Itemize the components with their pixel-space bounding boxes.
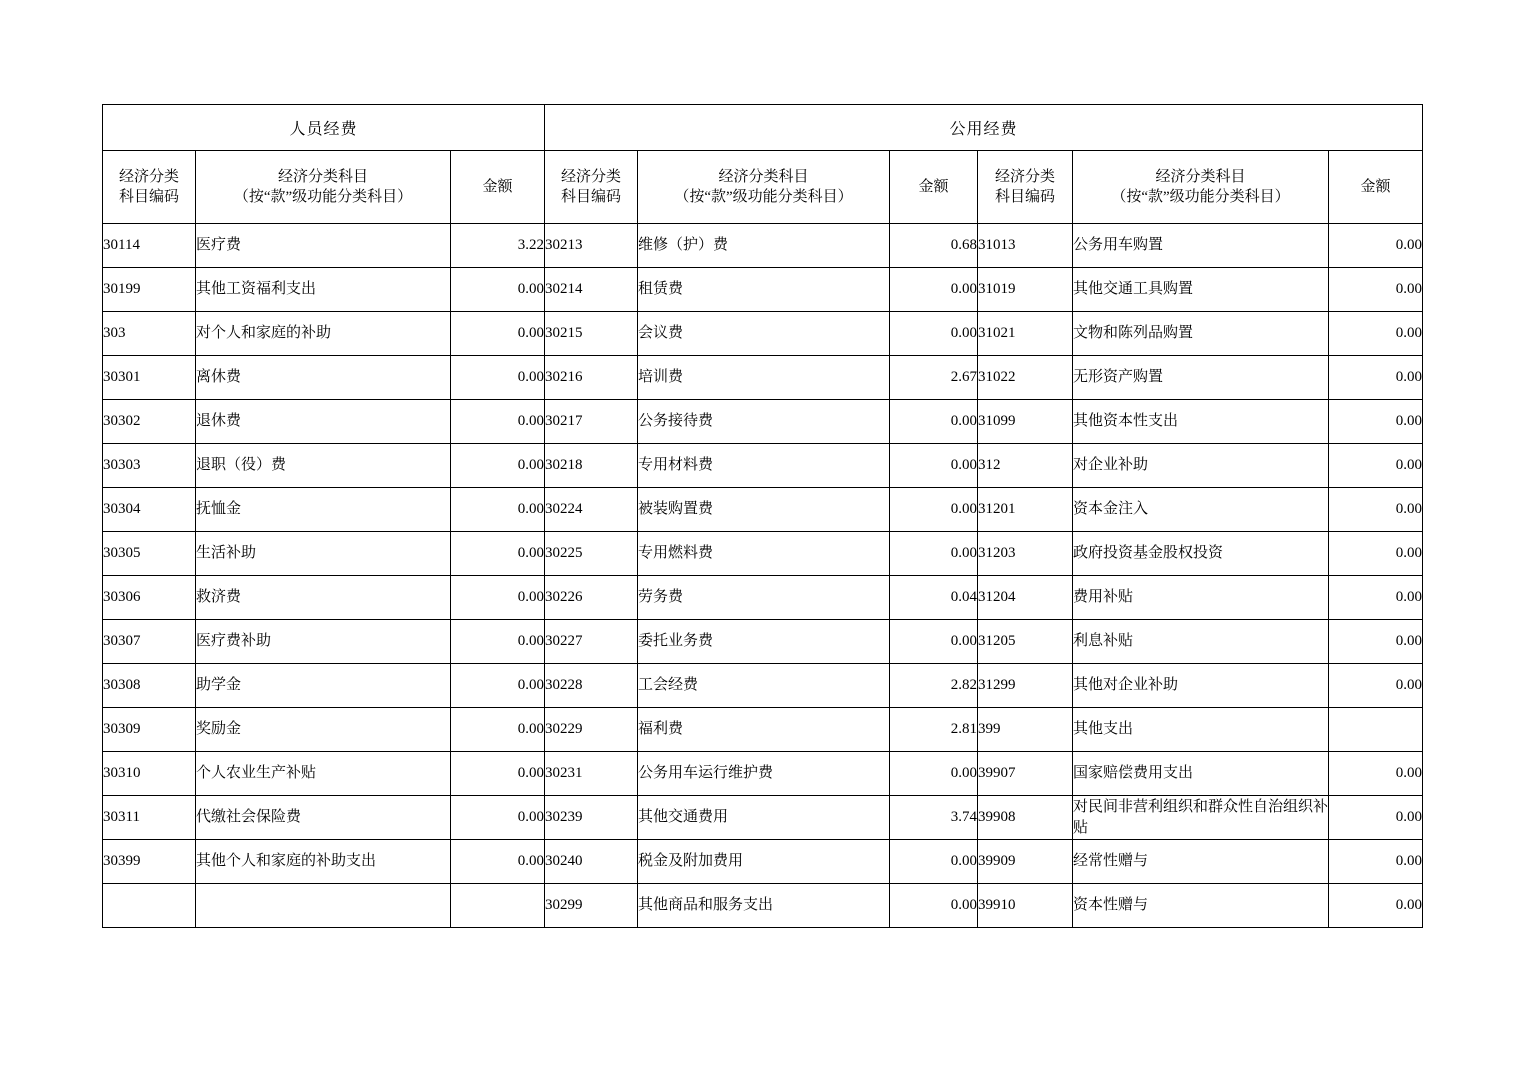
cell-code: 30308	[103, 664, 196, 708]
table-row	[103, 532, 1423, 576]
cell-code: 30228	[545, 664, 638, 708]
cell-subject-name: 资本金注入	[1073, 488, 1329, 532]
cell-subject-name: 其他交通工具购置	[1073, 268, 1329, 312]
cell-subject-name: 被装购置费	[638, 488, 890, 532]
cell-amount: 0.00	[1329, 840, 1423, 884]
table-row	[103, 400, 1423, 444]
table-row	[103, 752, 1423, 796]
cell-amount: 0.00	[1329, 224, 1423, 268]
cell-amount: 0.00	[890, 444, 978, 488]
table-row	[103, 840, 1423, 884]
cell-code: 31203	[978, 532, 1073, 576]
cell-subject-name: 培训费	[638, 356, 890, 400]
cell-code: 30306	[103, 576, 196, 620]
cell-amount: 2.81	[890, 708, 978, 752]
cell-subject-name: 利息补贴	[1073, 620, 1329, 664]
header-name-3: 经济分类科目 （按“款”级功能分类科目）	[1073, 151, 1329, 224]
cell-amount: 0.00	[451, 532, 545, 576]
cell-subject-name: 退职（役）费	[196, 444, 451, 488]
cell-code: 30216	[545, 356, 638, 400]
cell-amount: 0.00	[890, 400, 978, 444]
header-name-2: 经济分类科目 （按“款”级功能分类科目）	[638, 151, 890, 224]
cell-code: 30214	[545, 268, 638, 312]
table-row	[103, 356, 1423, 400]
cell-subject-name: 租赁费	[638, 268, 890, 312]
table-row	[103, 884, 1423, 928]
cell-subject-name: 公务用车运行维护费	[638, 752, 890, 796]
cell-subject-name: 费用补贴	[1073, 576, 1329, 620]
cell-subject-name: 税金及附加费用	[638, 840, 890, 884]
cell-subject-name: 工会经费	[638, 664, 890, 708]
cell-amount: 0.00	[890, 620, 978, 664]
cell-code: 30311	[103, 796, 196, 840]
cell-code: 31201	[978, 488, 1073, 532]
cell-subject-name: 政府投资基金股权投资	[1073, 532, 1329, 576]
cell-amount: 0.00	[1329, 400, 1423, 444]
cell-amount: 0.00	[890, 488, 978, 532]
cell-amount: 0.00	[1329, 884, 1423, 928]
cell-subject-name: 离休费	[196, 356, 451, 400]
cell-subject-name	[196, 884, 451, 928]
cell-amount: 0.00	[890, 884, 978, 928]
cell-code: 30225	[545, 532, 638, 576]
cell-code: 30227	[545, 620, 638, 664]
cell-amount: 0.00	[451, 356, 545, 400]
cell-subject-name: 奖励金	[196, 708, 451, 752]
group-header-personnel: 人员经费	[103, 105, 545, 151]
table-row	[103, 620, 1423, 664]
cell-amount: 0.00	[1329, 752, 1423, 796]
cell-subject-name: 其他对企业补助	[1073, 664, 1329, 708]
cell-code: 30224	[545, 488, 638, 532]
cell-code: 30310	[103, 752, 196, 796]
cell-code: 30309	[103, 708, 196, 752]
cell-amount: 0.00	[1329, 664, 1423, 708]
cell-amount: 0.00	[890, 840, 978, 884]
cell-amount: 0.00	[451, 840, 545, 884]
cell-code: 31204	[978, 576, 1073, 620]
cell-amount: 0.00	[451, 796, 545, 840]
table-row	[103, 312, 1423, 356]
table-row	[103, 268, 1423, 312]
cell-code: 30299	[545, 884, 638, 928]
cell-code: 30226	[545, 576, 638, 620]
cell-subject-name: 其他工资福利支出	[196, 268, 451, 312]
cell-code: 312	[978, 444, 1073, 488]
cell-amount: 0.00	[451, 268, 545, 312]
cell-code: 30240	[545, 840, 638, 884]
cell-code: 30231	[545, 752, 638, 796]
cell-subject-name: 对民间非营利组织和群众性自治组织补贴	[1073, 796, 1329, 840]
cell-amount: 3.22	[451, 224, 545, 268]
cell-amount: 0.00	[451, 488, 545, 532]
cell-code: 30114	[103, 224, 196, 268]
cell-code: 30215	[545, 312, 638, 356]
cell-code: 30304	[103, 488, 196, 532]
cell-subject-name: 资本性赠与	[1073, 884, 1329, 928]
header-name-1: 经济分类科目 （按“款”级功能分类科目）	[196, 151, 451, 224]
cell-subject-name: 其他个人和家庭的补助支出	[196, 840, 451, 884]
cell-amount: 0.00	[1329, 268, 1423, 312]
cell-subject-name: 代缴社会保险费	[196, 796, 451, 840]
cell-code: 30399	[103, 840, 196, 884]
cell-code: 31299	[978, 664, 1073, 708]
cell-code: 30218	[545, 444, 638, 488]
cell-code: 31019	[978, 268, 1073, 312]
cell-subject-name: 医疗费补助	[196, 620, 451, 664]
cell-code	[103, 884, 196, 928]
cell-amount: 0.00	[451, 620, 545, 664]
header-code-3: 经济分类 科目编码	[978, 151, 1073, 224]
header-code-2: 经济分类 科目编码	[545, 151, 638, 224]
cell-subject-name: 无形资产购置	[1073, 356, 1329, 400]
cell-amount: 0.00	[1329, 576, 1423, 620]
cell-code: 31022	[978, 356, 1073, 400]
cell-amount: 0.00	[1329, 312, 1423, 356]
cell-subject-name: 退休费	[196, 400, 451, 444]
table-row	[103, 488, 1423, 532]
table-body	[103, 224, 1423, 928]
cell-subject-name: 文物和陈列品购置	[1073, 312, 1329, 356]
header-amount-1: 金额	[451, 151, 545, 224]
cell-amount: 0.00	[1329, 356, 1423, 400]
cell-amount: 0.00	[890, 752, 978, 796]
cell-code: 30199	[103, 268, 196, 312]
cell-code: 30217	[545, 400, 638, 444]
cell-amount: 0.00	[1329, 488, 1423, 532]
cell-amount: 0.00	[1329, 532, 1423, 576]
table-row	[103, 224, 1423, 268]
cell-subject-name: 国家赔偿费用支出	[1073, 752, 1329, 796]
cell-subject-name: 救济费	[196, 576, 451, 620]
header-amount-3: 金额	[1329, 151, 1423, 224]
cell-subject-name: 福利费	[638, 708, 890, 752]
cell-code: 31013	[978, 224, 1073, 268]
cell-code: 30229	[545, 708, 638, 752]
table-row	[103, 708, 1423, 752]
cell-subject-name: 维修（护）费	[638, 224, 890, 268]
cell-code: 303	[103, 312, 196, 356]
table-row	[103, 576, 1423, 620]
cell-subject-name: 其他支出	[1073, 708, 1329, 752]
cell-code: 399	[978, 708, 1073, 752]
cell-subject-name: 其他资本性支出	[1073, 400, 1329, 444]
cell-amount	[1329, 708, 1423, 752]
cell-code: 31099	[978, 400, 1073, 444]
cell-code: 39910	[978, 884, 1073, 928]
group-header-public: 公用经费	[545, 105, 1423, 151]
cell-code: 30307	[103, 620, 196, 664]
cell-code: 30213	[545, 224, 638, 268]
cell-code: 31021	[978, 312, 1073, 356]
cell-subject-name: 专用燃料费	[638, 532, 890, 576]
cell-subject-name: 生活补助	[196, 532, 451, 576]
group-header-row	[103, 105, 1423, 151]
cell-amount: 0.04	[890, 576, 978, 620]
cell-amount: 0.00	[451, 312, 545, 356]
cell-amount: 0.00	[1329, 444, 1423, 488]
cell-amount: 0.00	[890, 312, 978, 356]
cell-code: 31205	[978, 620, 1073, 664]
table-row	[103, 796, 1423, 840]
cell-amount	[451, 884, 545, 928]
cell-subject-name: 劳务费	[638, 576, 890, 620]
cell-subject-name: 助学金	[196, 664, 451, 708]
cell-amount: 0.00	[890, 268, 978, 312]
header-code-1: 经济分类 科目编码	[103, 151, 196, 224]
cell-code: 30301	[103, 356, 196, 400]
cell-subject-name: 专用材料费	[638, 444, 890, 488]
cell-subject-name: 公务接待费	[638, 400, 890, 444]
cell-subject-name: 个人农业生产补贴	[196, 752, 451, 796]
cell-amount: 0.00	[890, 532, 978, 576]
cell-code: 39909	[978, 840, 1073, 884]
cell-amount: 0.00	[1329, 796, 1423, 840]
cell-amount: 3.74	[890, 796, 978, 840]
cell-subject-name: 其他交通费用	[638, 796, 890, 840]
header-amount-2: 金额	[890, 151, 978, 224]
cell-subject-name: 其他商品和服务支出	[638, 884, 890, 928]
table-row	[103, 664, 1423, 708]
cell-code: 39908	[978, 796, 1073, 840]
cell-amount: 0.00	[451, 400, 545, 444]
cell-code: 30305	[103, 532, 196, 576]
cell-amount: 2.82	[890, 664, 978, 708]
cell-subject-name: 抚恤金	[196, 488, 451, 532]
cell-subject-name: 对企业补助	[1073, 444, 1329, 488]
cell-amount: 0.00	[451, 444, 545, 488]
cell-amount: 0.68	[890, 224, 978, 268]
cell-amount: 0.00	[451, 752, 545, 796]
cell-amount: 0.00	[451, 664, 545, 708]
cell-subject-name: 医疗费	[196, 224, 451, 268]
table-row	[103, 444, 1423, 488]
cell-amount: 2.67	[890, 356, 978, 400]
cell-code: 39907	[978, 752, 1073, 796]
cell-code: 30239	[545, 796, 638, 840]
cell-code: 30303	[103, 444, 196, 488]
budget-table	[102, 104, 1423, 928]
cell-amount: 0.00	[451, 576, 545, 620]
cell-amount: 0.00	[1329, 620, 1423, 664]
cell-subject-name: 对个人和家庭的补助	[196, 312, 451, 356]
cell-subject-name: 委托业务费	[638, 620, 890, 664]
cell-code: 30302	[103, 400, 196, 444]
cell-subject-name: 会议费	[638, 312, 890, 356]
column-header-row	[103, 151, 1423, 224]
cell-subject-name: 经常性赠与	[1073, 840, 1329, 884]
cell-amount: 0.00	[451, 708, 545, 752]
cell-subject-name: 公务用车购置	[1073, 224, 1329, 268]
